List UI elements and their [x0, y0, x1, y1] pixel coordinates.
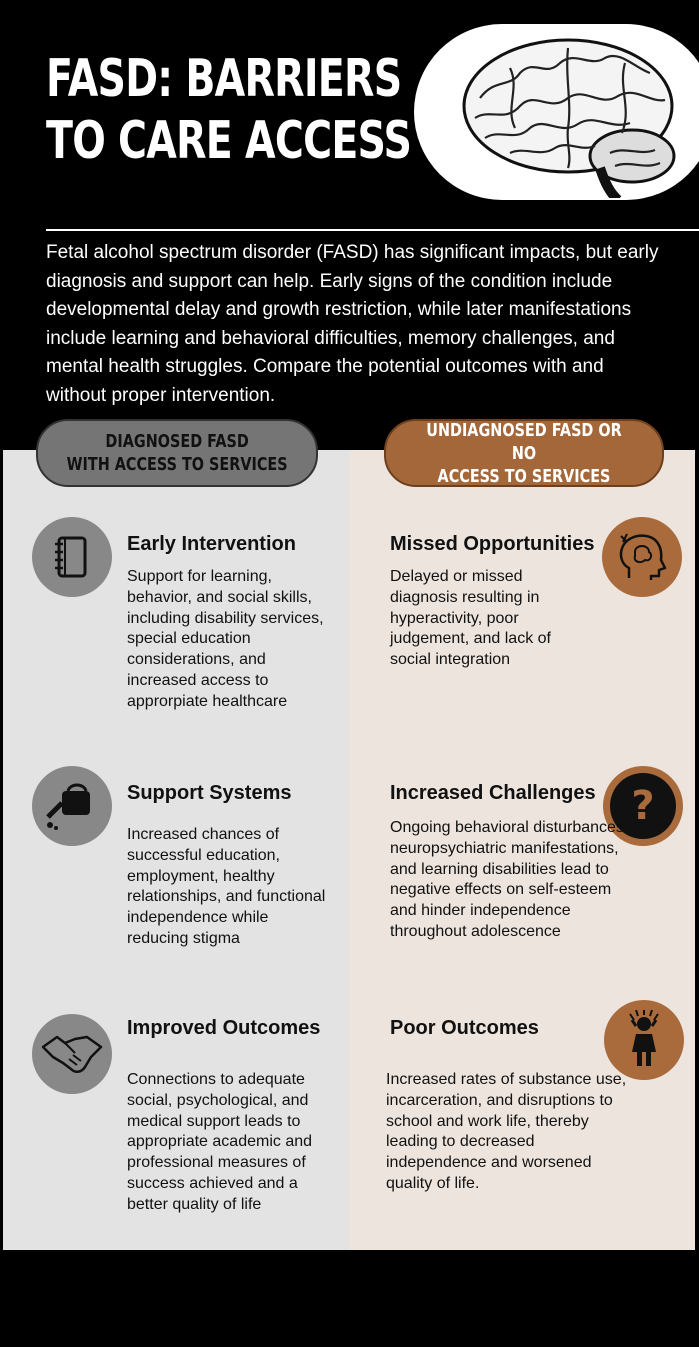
question-mark-icon: ? — [603, 766, 683, 846]
item-body-improved-outcomes: Connections to adequate social, psychological, and medical support leads to appropriate academic and professional measures of success achieved and a better quality of life — [127, 1071, 313, 1213]
distressed-person-icon — [604, 1000, 684, 1080]
notebook-icon — [32, 517, 112, 597]
head-brain-icon — [602, 517, 682, 597]
item-body-missed-opportunities: Delayed or missed diagnosis resulting in hyperactivity, poor judgement, and lack of social integration — [390, 568, 551, 669]
right-column-heading: UNDIAGNOSED FASD OR NO ACCESS TO SERVICES — [384, 419, 664, 487]
brain-icon — [450, 28, 699, 198]
title-line-2: TO CARE ACCESS — [46, 111, 412, 171]
item-title-early-intervention: Early Intervention — [127, 533, 296, 555]
brain-illustration — [414, 24, 699, 200]
left-column-heading: DIAGNOSED FASD WITH ACCESS TO SERVICES — [36, 419, 318, 487]
item-title-improved-outcomes: Improved Outcomes — [127, 1017, 321, 1039]
item-body-support-systems: Increased chances of successful education, employment, healthy relationships, and functional independence while reducing stigma — [127, 826, 326, 947]
divider — [46, 229, 699, 231]
item-title-poor-outcomes: Poor Outcomes — [390, 1017, 539, 1039]
title-line-1: FASD: BARRIERS — [46, 49, 402, 109]
item-title-support-systems: Support Systems — [127, 782, 292, 804]
item-title-missed-opportunities: Missed Opportunities — [390, 533, 595, 555]
item-title-increased-challenges: Increased Challenges — [390, 782, 596, 804]
handshake-icon — [32, 1014, 112, 1094]
item-body-early-intervention: Support for learning, behavior, and social skills, including disability services, special education considerations, and increased access to approrpiate healthcare — [127, 568, 324, 710]
intro-text: Fetal alcohol spectrum disorder (FASD) has significant impacts, but early diagnosis and support can help. Early signs of the condition include developmental delay and growth restriction, while later manifestations include learning and behavioral difficulties, memory challenges, and mental health struggles. Compare the potential outcomes with and without proper intervention. — [46, 242, 659, 406]
item-body-poor-outcomes: Increased rates of substance use, incarceration, and disruptions to school and work life, thereby leading to decreased independence and worsened quality of life. — [386, 1071, 627, 1192]
page-title — [46, 48, 412, 172]
watering-can-icon — [32, 766, 112, 846]
item-body-increased-challenges: Ongoing behavioral disturbances, neuropsychiatric manifestations, and learning disabilities lead to negative effects on self-esteem and hinder independence throughout adolescence — [390, 819, 629, 940]
